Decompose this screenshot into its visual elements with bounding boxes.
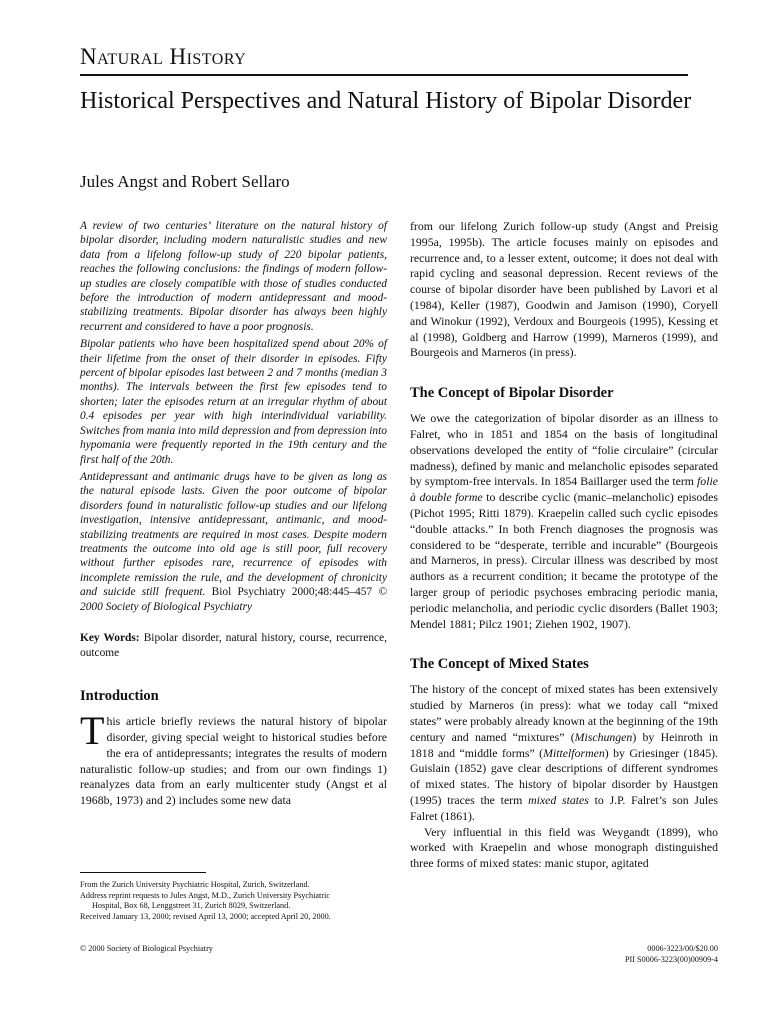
section-label: Natural History xyxy=(80,44,247,69)
right-column xyxy=(410,219,718,872)
left-column xyxy=(80,219,387,809)
introduction-heading: Introduction xyxy=(80,688,159,705)
introduction-text: his article briefly reviews the natural history of bipolar disorder, giving special weight to historical studies before the era of antidepressants; integrates the results of modern naturalistic follow-up studies; and from our own findings 1) reanalyzes data from an early multicenter study (Angst et al 1968b, 1973) and 2) includes some new data xyxy=(80,714,387,808)
mixed-text: The history of the concept of mixed states has been extensively studied by Marneros (in press): what we today call “mixed states” were probably already known at the beginning of the 19th century and named “mixtures” ( xyxy=(410,682,718,744)
keywords-label: Key Words: xyxy=(80,631,140,644)
concept-bipolar-heading: The Concept of Bipolar Disorder xyxy=(410,385,614,402)
keywords-text: Bipolar disorder, natural history, course, recurrence, outcome xyxy=(80,631,387,659)
copyright-citation: © 2000 Society of Biological Psychiatry xyxy=(80,586,387,613)
footer-copyright: © 2000 Society of Biological Psychiatry xyxy=(80,944,213,953)
continuation-paragraph: from our lifelong Zurich follow-up study (Angst and Preisig 1995a, 1995b). The article focuses mainly on episodes and recurrence and, to a lesser extent, outcome; it does not deal with rapid cycling and seasonal depression. Recent reviews of the course of bipolar disorder have been published by Lavori et al (1984), Keller (1987), Goodwin and Jamison (1990), Coryell and Winokur (1992), Verdoux and Bourgeois (1995), Kessing et al (1998), Goldberg and Harrow (1999), Marneros (1999), and Bourgeois and Marneros (in press). xyxy=(410,219,718,360)
received-note: Received January 13, 2000; revised April 13, 2000; accepted April 20, 2000. xyxy=(80,911,331,921)
mixed-text: ) by Griesinger (1845). Guislain (1852) gave clear descriptions of different syndromes of mixed states. The history of bipolar disorder by Haustgen (1995) traces the term xyxy=(410,745,718,807)
drop-cap: T xyxy=(80,708,105,754)
mixed-italic-term: Mittelformen xyxy=(543,745,605,760)
pii: PII S0006-3223(00)00909-4 xyxy=(624,954,718,964)
mixed-text: ) by Heinroth in 1818 and “middle forms” ( xyxy=(410,729,718,760)
affiliation-note: From the Zurich University Psychiatric Hospital, Zurich, Switzerland. xyxy=(80,880,310,889)
abstract-text: Antidepressant and antimanic drugs have to be given as long as the natural episode lasts. Given the poor outcome of bipolar disorders found in naturalistic follow-up studies and our lifelong investigation, intensive antidepressant, antimanic, and mood-stabilizing treatments are required in most cases. Despite modern treatments the outcome into old age is still poor, full recovery without further episodes rare, recurrence of episodes with incomplete remission the rule, and the development of chronicity and suicide still frequent. xyxy=(80,470,387,599)
mixed-italic-term: mixed states xyxy=(528,792,589,807)
concept-bipolar-paragraph xyxy=(410,411,718,632)
concept-text: to describe cyclic (manic–melancholic) episodes (Pichot 1995; Ritti 1879). Kraepelin called such cyclic episodes “double attacks.” In both French diagnoses the prognosis was considered to be “desperate, terrible and incurable” (Bourgeois and Marneros, in press). Circular illness was described by most authors as a recurrent condition; it became the prototype of the larger group of periodic psychoses embracing periodic mania, periodic melancholia, and periodic cyclic disorders (Ballet 1903; Mendel 1881; Pilcz 1901; Ziehen 1902, 1907). xyxy=(410,490,718,631)
mixed-text: to J.P. Falret’s son Jules Falret (1861). xyxy=(410,792,718,823)
footnote-rule xyxy=(80,872,206,873)
authors: Jules Angst and Robert Sellaro xyxy=(80,172,290,191)
footnotes xyxy=(80,880,400,922)
keywords xyxy=(80,631,387,660)
footer-identifiers xyxy=(625,944,718,965)
address-note: Address reprint requests to Jules Angst, M.D., Zurich University Psychiatric xyxy=(80,890,330,900)
abstract-paragraph xyxy=(80,470,387,614)
concept-italic-term: folie à double forme xyxy=(410,474,718,505)
article-title: Historical Perspectives and Natural History of Bipolar Disorder xyxy=(80,88,692,114)
journal-citation: Biol Psychiatry 2000;48:445–457 xyxy=(205,586,379,599)
concept-mixed-paragraph xyxy=(410,682,718,824)
issn: 0006-3223/00/$20.00 xyxy=(647,944,718,953)
concept-text: We owe the categorization of bipolar disorder as an illness to Falret, who in 1851 and 1854 on the basis of longitudinal observations developed the entity of “folie circulaire” (circular madness), defined by manic and melancholic episodes separated by symptom-free intervals. In 1854 Baillarger used the term xyxy=(410,411,718,489)
header-rule xyxy=(80,74,688,76)
mixed-italic-term: Mischungen xyxy=(574,729,633,744)
address-note-continued: Hospital, Box 68, Lenggstreet 31, Zurich 8029, Switzerland. xyxy=(92,901,291,911)
abstract-paragraph: Bipolar patients who have been hospitalized spend about 20% of their lifetime from the onset of their disorder in episodes. Fifty percent of bipolar episodes last between 2 and 7 months (median 3 months). The intervals between the first few episodes tend to shorten; later the episodes return at an irregular rhythm of about 0.4 episodes per year with high interindividual variability. Switches from mania into mild depression and from depression into hypomania were frequently reported in the 19th century and the first half of the 20th. xyxy=(80,338,387,466)
concept-mixed-heading: The Concept of Mixed States xyxy=(410,656,589,673)
weygandt-paragraph: Very influential in this field was Weygandt (1899), who worked with Kraepelin and whose monograph distinguished three forms of mixed states: manic stupor, agitated xyxy=(410,824,718,871)
abstract xyxy=(80,219,387,614)
abstract-paragraph: A review of two centuries’ literature on the natural history of bipolar disorder, including modern naturalistic studies and new data from a lifelong follow-up study of 220 bipolar patients, reaches the following conclusions: the findings of modern follow-up studies are closely compatible with those of studies conducted before the introduction of modern antidepressant and mood-stabilizing treatments. Bipolar disorder has always been highly recurrent and considered to have a poor prognosis. xyxy=(80,220,387,333)
introduction-paragraph xyxy=(80,708,387,809)
